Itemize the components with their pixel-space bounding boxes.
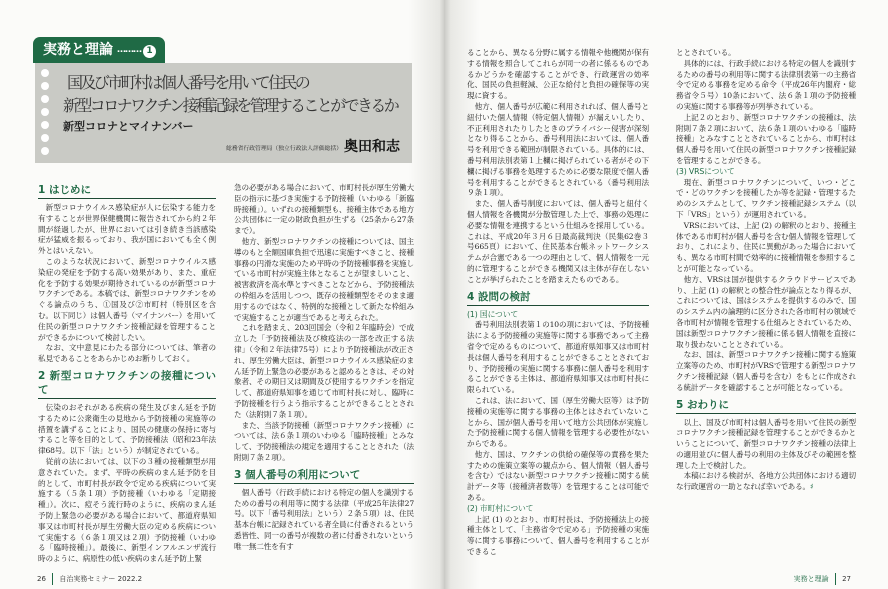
paragraph: 他方、国は、ワクチンの供給の確保等の責務を果たすための施策立案等の観点から、個人情報（個人番号を含む）ではない新型コロナワクチン接種に関する統計データ等（接種済者数等）を管理することは可能である。 bbox=[467, 449, 649, 503]
binder-hole-icon bbox=[41, 69, 49, 77]
paragraph: このような状況において、新型コロナウイルス感染症の発症を予防する高い効果があり、また、重症化を予防する効果が期待されているのが新型コロナワクチンである。本稿では、新型コロナワクチンをめぐる論点のうち、①国及び②市町村（特別区を含む。以下同じ）は個人番号（マイナンバー）を用いて住民の新型コロナワクチン接種記録を管理することができるかについて検討したい。 bbox=[38, 256, 216, 342]
paragraph: また、個人番号制度においては、個人番号と紐付く個人情報を各機関が分散管理した上で、事務の処理に必要な情報を連携するという仕組みを採用している。これは、平成20年３月６日最高裁判決（民集62巻３号665頁）において、住民基本台帳ネットワークシステムが合憲である一つの理由として、個人情報を一元的に管理することができる機関又は主体が存在しないことが挙げられたことを踏まえたものである。 bbox=[467, 199, 649, 284]
paragraph: 伝染のおそれがある疾病の発生及びまん延を予防するために公衆衛生の見地から予防接種の実施等の措置を講ずることにより、国民の健康の保持に寄与すること等を目的として、予防接種法（昭和23年法律68号。以下「法」という）が制定されている。 bbox=[38, 402, 216, 456]
series-dots: ……… bbox=[117, 45, 141, 55]
paragraph: 急の必要がある場合において、市町村長が厚生労働大臣の指示に基づき実施する予防接種（いわゆる「新臨時接種」）。いずれの接種類型も、接種主体である地方公共団体に一定の財政負担が生ずる（25条から27条まで）。 bbox=[234, 183, 414, 236]
binder-hole-icon bbox=[41, 134, 49, 142]
section-heading: 3 個人番号の利用について bbox=[234, 468, 414, 484]
paragraph: 以上、国及び市町村は個人番号を用いて住民の新型コロナワクチン接種記録を管理することができるかということについて、新型コロナワクチン接種の法律上の適用並びに個人番号の利用の主体及びその範囲を整理した上で検討した。 bbox=[676, 417, 856, 470]
author-name: 奥田和志 bbox=[344, 139, 400, 155]
series-label: 実務と理論 bbox=[43, 42, 113, 58]
paragraph: 上記 (1) のとおり、市町村長は、予防接種法上の接種主体として、「主務省令で定める」予防接種の実施等に関する事務について、個人番号を利用することができるこ bbox=[467, 514, 649, 557]
subsection-heading: (2) 市町村について bbox=[467, 503, 534, 513]
text-column-1 bbox=[38, 183, 216, 565]
article-title-line2: 新型コロナワクチン接種記録を管理することができるか bbox=[63, 96, 398, 115]
end-mark-icon: ♯ bbox=[810, 482, 814, 492]
paragraph: 本稿における検討が、各地方公共団体における適切な行政運営の一助となれば幸いである。♯ bbox=[676, 471, 856, 492]
section-heading: 1 はじめに bbox=[38, 183, 216, 199]
paragraph: また、当該予防接種（新型コロナワクチン接種）については、法６条１項のいわゆる「臨時接種」とみなして、予防接種法の規定を適用することとされた（法附則７条２項）。 bbox=[234, 420, 414, 462]
paragraph: 他方、VRSは国が提供するクラウドサービスであり、上記 (1) の解釈との整合性が論点となり得るが、これについては、国はシステムを提供するのみで、国のシステム内の論理的に区分された各市町村の領域で各市町村が情報を管理する仕組みとされているため、国は新型コロナワクチン接種に係る個人情報を直接に取り扱わないこととされている。 bbox=[676, 274, 856, 349]
author-affiliation: 総務省行政管理局（独立行政法人評価総括） bbox=[226, 146, 342, 152]
paragraph: VRSにおいては、上記 (2) の解釈のとおり、接種主体である市町村が個人番号を含む個人情報を管理しており、これにより、住民に異動があった場合においても、異なる市町村間で効率的に接種情報を参照することが可能となっている。 bbox=[676, 220, 856, 273]
paragraph: 他方、個人番号が広範に利用されれば、個人番号と紐付いた個人情報（特定個人情報）が漏えいしたり、不正利用されたりしたときのプライバシー侵害が深刻となり得ることから、番号利用法においては、個人番号を利用できる範囲が制限されている。具体的には、番号利用法別表第１上欄に掲げられている者がその下欄に掲げる事務を処理するために必要な限度で個人番号を利用することができるとされている（番号利用法９条１項）。 bbox=[467, 101, 649, 198]
text-column-2 bbox=[234, 183, 414, 553]
paragraph: ととされている。 bbox=[676, 48, 736, 57]
series-number: 1 bbox=[143, 45, 156, 58]
binder-hole-icon bbox=[41, 82, 49, 90]
paragraph: 新型コロナウイルス感染症が人に伝染する能力を有することが世界保健機関に報告されてから約２年間が経過したが、世界においては引き続き当該感染症が猛威を振るっており、我が国においても全く例外とはいえない。 bbox=[38, 203, 216, 256]
binder-hole-icon bbox=[41, 95, 49, 103]
binder-hole-icon bbox=[41, 121, 49, 129]
paragraph: 番号利用法別表第１の10の項においては、予防接種法による予防接種の実施等に関する事務であって主務省令で定めるものについて、都道府県知事又は市町村長は個人番号を利用することができることとされており、予防接種の実施に関する事務に個人番号を利用することができる主体は、都道府県知事又は市町村長に限られている。 bbox=[467, 320, 649, 395]
paragraph: 具体的には、行政手続における特定の個人を識別するための番号の利用等に関する法律別表第一の主務省令で定める事務を定める命令（平成26年内閣府・総務省令５号）10条において、法６条１項の予防接種の実施に関する事務等が列挙されている。 bbox=[676, 58, 856, 111]
paragraph: これは、法において、国（厚生労働大臣等）は予防接種の実施等に関する事務の主体とはされていないことから、国が個人番号を用いて地方公共団体が実施した予防接種に関する個人情報を管理する必要性がないからである。 bbox=[467, 395, 649, 449]
paragraph: なお、文中意見にわたる部分については、筆者の私見であることをあらかじめお断りしておく。 bbox=[38, 343, 216, 364]
magazine-name: 自治実務セミナー 2022.2 bbox=[59, 575, 143, 583]
binder-hole-icon bbox=[41, 147, 49, 155]
title-box bbox=[35, 63, 412, 163]
footer-right bbox=[794, 573, 851, 585]
section-heading: 5 おわりに bbox=[676, 398, 856, 414]
page-number: 26 bbox=[37, 575, 46, 583]
subsection-heading: (1) 国について bbox=[467, 309, 519, 319]
binder-hole-icon bbox=[41, 108, 49, 116]
section-heading: 2 新型コロナワクチンの接種について bbox=[38, 369, 216, 399]
right-page bbox=[444, 0, 888, 589]
article-subtitle: 新型コロナとマイナンバー bbox=[63, 120, 194, 133]
paragraph: なお、国は、新型コロナワクチン接種に関する施策立案等のため、市町村がVRSで管理する新型コロナワクチン接種記録（個人番号を含む）をもとに作成される統計データを確認することが可能となっている。 bbox=[676, 350, 856, 392]
paragraph: 従前の法においては、以下の３種の接種類型が用意されていた。まず、平時の疾病のまん延予防を目的として、市町村長が政令で定める疾病について実施する（５条１項）予防接種（いわゆる「定期接種」）。次に、痘そう流行時のように、疾病のまん延予防上緊急の必要がある場合において、都道府県知事又は市町村長が厚生労働大臣の定める疾病について実施する（６条１項又は２項）予防接種（いわゆる「臨時接種」）。最後に、新型インフルエンザ流行時のように、病原性の低い疾病のまん延予防上緊 bbox=[38, 456, 216, 564]
paragraph: これを踏まえ、203回国会（令和２年臨時会）で成立した「予防接種法及び検疫法の一部を改正する法律」（令和２年法律75号）により予防接種法が改正され、厚生労働大臣は、新型コロナウイルス感染症のまん延予防上緊急の必要があると認めるときは、その対象者、その期日又は期間及び使用するワクチンを指定して、都道府県知事を通じて市町村長に対し、臨時に予防接種を行うよう指示することができることとされた（法附則７条１項）。 bbox=[234, 323, 414, 419]
paragraph: 他方、新型コロナワクチンの接種については、国主導のもと全額国庫負担で迅速に実施すべきこと、接種事務の円滑な実施のため平時の予防接種事務を実施している市町村が実施主体となることが望ましいこと、被害救済を高水準とすべきことなどから、予防接種法の枠組みを活用しつつ、既存の接種類型をそのまま適用するのではなく、特例的な接種として新たな枠組みで実施することが適当であると考えられた。 bbox=[234, 236, 414, 322]
section-heading: 4 設問の検討 bbox=[467, 290, 649, 306]
footer-left bbox=[37, 573, 142, 585]
footer-divider bbox=[835, 573, 837, 585]
subsection-heading: (3) VRSについて bbox=[676, 166, 735, 176]
page-number: 27 bbox=[842, 575, 851, 583]
paragraph: ることから、異なる分野に属する情報や他機関が保有する情報を照合してこれらが同一の者に係るものであるかどうかを確認することができ、行政運営の効率化、国民の負担軽減、公正な給付と負担の確保等の実現に資する。 bbox=[467, 48, 649, 101]
paragraph: 現在、新型コロナワクチンについて、いつ・どこで・どのワクチンを接種したか等を記録・管理するためのシステムとして、ワクチン接種記録システム（以下「VRS」という）が運用されている。 bbox=[676, 177, 856, 219]
series-tab bbox=[33, 37, 165, 63]
paragraph: 上記２のとおり、新型コロナワクチンの接種は、法附則７条２項において、法６条１項のいわゆる「臨時接種」とみなすこととされていることから、市町村は個人番号を用いて住民の新型コロナワクチン接種記録を管理することができる。 bbox=[676, 112, 856, 165]
text-column-3 bbox=[467, 48, 649, 558]
paragraph: 個人番号（行政手続における特定の個人を識別するための番号の利用等に関する法律（平成25年法律27号。以下「番号利用法」という）２条５項）は、住民基本台帳に記録されている者全員に付番されるという悉皆性、同一の番号が複数の者に付番されないという唯一無二性を有す bbox=[234, 487, 414, 551]
footer-divider bbox=[52, 573, 54, 585]
article-title-line1: 国及び市町村は個人番号を用いて住民の bbox=[67, 73, 309, 92]
section-name: 実務と理論 bbox=[793, 575, 829, 583]
text-column-4 bbox=[676, 48, 856, 493]
